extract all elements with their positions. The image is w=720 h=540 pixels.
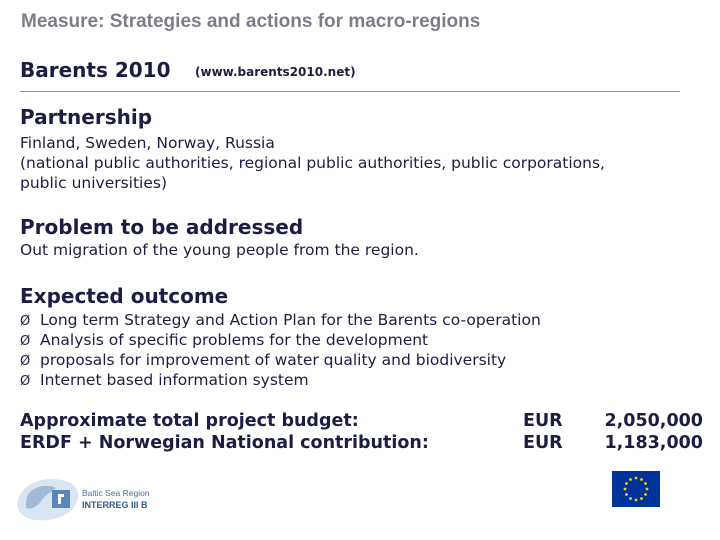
partnership-text [20,133,605,193]
arrow-bullet-icon: Ø [20,314,31,329]
outcome-item-text: proposals for improvement of water quality and biodiversity [40,351,507,369]
amount-value: 1,183,000 [604,433,703,453]
budget-contribution-amount [523,432,703,454]
logo-text: Baltic Sea Region [82,488,150,498]
project-name: Barents 2010 [20,58,171,82]
eu-star-icon [640,497,643,500]
arrow-bullet-icon: Ø [20,374,31,389]
problem-text: Out migration of the young people from the region. [20,241,419,259]
eu-star-icon [646,488,649,491]
outcome-list [20,310,541,390]
eu-star-icon [625,482,628,485]
eu-star-icon [640,478,643,481]
outcome-item-text: Long term Strategy and Action Plan for the Barents co-operation [40,311,541,329]
budget-contribution-label: ERDF + Norwegian National contribution: [20,433,429,453]
eu-star-icon [635,477,638,480]
currency-label: EUR [523,433,563,453]
outcome-item-text: Analysis of specific problems for the development [40,331,429,349]
budget-total-amount [523,410,703,432]
eu-star-icon [644,493,647,496]
eu-star-icon [629,497,632,500]
outcome-heading: Expected outcome [20,284,229,308]
partnership-heading: Partnership [20,105,153,129]
list-item [20,350,541,370]
project-url: (www.barents2010.net) [195,65,356,79]
eu-star-icon [644,482,647,485]
list-item [20,310,541,330]
list-item [20,330,541,350]
interreg-logo [12,470,162,528]
outcome-item-text: Internet based information system [40,371,309,389]
currency-label: EUR [523,411,563,431]
budget-total-label: Approximate total project budget: [20,411,359,431]
eu-flag-icon [612,471,660,507]
eu-star-icon [635,499,638,502]
eu-star-icon [629,478,632,481]
eu-star-icon [625,493,628,496]
slide-header: Measure: Strategies and actions for macro-regions [21,11,481,32]
list-item [20,370,541,390]
title-divider [20,91,680,92]
logo-text: INTERREG III B [82,500,148,510]
arrow-bullet-icon: Ø [20,334,31,349]
partnership-line: public universities) [20,174,168,192]
amount-value: 2,050,000 [604,411,703,431]
problem-heading: Problem to be addressed [20,215,304,239]
partnership-line: Finland, Sweden, Norway, Russia [20,134,275,152]
arrow-bullet-icon: Ø [20,354,31,369]
eu-star-icon [624,488,627,491]
partnership-line: (national public authorities, regional public authorities, public corporations, [20,154,605,172]
